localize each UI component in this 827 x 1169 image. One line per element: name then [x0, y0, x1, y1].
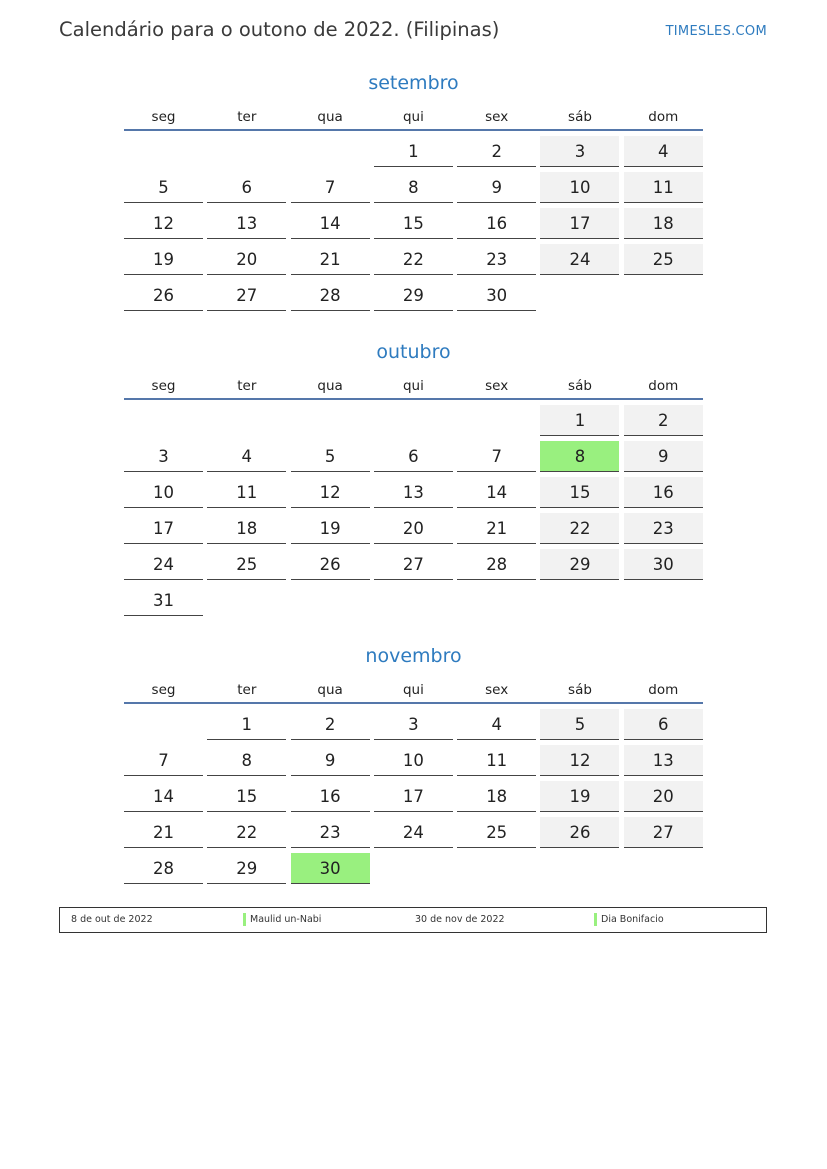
- day-cell: 17: [540, 208, 619, 239]
- day-cell: 15: [540, 477, 619, 508]
- day-cell: 17: [374, 781, 453, 812]
- weekday-label: qui: [402, 109, 424, 125]
- day-cell: 12: [291, 477, 370, 508]
- day-cell: 2: [291, 709, 370, 740]
- day-cell: 20: [624, 781, 703, 812]
- weekday-label: seg: [151, 682, 176, 698]
- day-cell: 16: [624, 477, 703, 508]
- day-cell: 14: [457, 477, 536, 508]
- holiday-legend: [59, 907, 767, 933]
- day-cell: 10: [124, 477, 203, 508]
- day-cell: 29: [207, 853, 286, 884]
- day-cell: 26: [124, 280, 203, 311]
- empty-cell: [291, 136, 370, 167]
- weekday-label: sex: [485, 109, 509, 125]
- empty-cell: [207, 136, 286, 167]
- day-cell: 27: [374, 549, 453, 580]
- day-cell: 9: [457, 172, 536, 203]
- day-cell: 11: [624, 172, 703, 203]
- day-cell: 27: [207, 280, 286, 311]
- month-title: outubro: [376, 341, 451, 363]
- day-cell: 14: [124, 781, 203, 812]
- holiday-day-cell: 30: [291, 853, 370, 884]
- empty-cell: [374, 405, 453, 436]
- legend-date: 30 de nov de 2022: [415, 914, 505, 925]
- weekday-label: ter: [237, 109, 257, 125]
- day-cell: 30: [624, 549, 703, 580]
- month-october: [124, 339, 703, 616]
- weekday-label: sáb: [568, 378, 592, 394]
- day-cell: 26: [540, 817, 619, 848]
- day-cell: 30: [457, 280, 536, 311]
- weekday-label: dom: [648, 682, 679, 698]
- day-cell: 8: [207, 745, 286, 776]
- day-cell: 1: [540, 405, 619, 436]
- weekday-label: dom: [648, 109, 679, 125]
- day-cell: 25: [457, 817, 536, 848]
- day-cell: 3: [540, 136, 619, 167]
- day-cell: 25: [624, 244, 703, 275]
- legend-date: 8 de out de 2022: [71, 914, 153, 925]
- day-cell: 17: [124, 513, 203, 544]
- day-cell: 11: [207, 477, 286, 508]
- day-cell: 7: [291, 172, 370, 203]
- weekday-label: sex: [485, 682, 509, 698]
- day-grid: [124, 709, 703, 884]
- weekday-label: qua: [317, 378, 343, 394]
- day-cell: 12: [540, 745, 619, 776]
- day-cell: 31: [124, 585, 203, 616]
- day-cell: 13: [374, 477, 453, 508]
- day-grid: [124, 405, 703, 616]
- weekday-label: seg: [151, 378, 176, 394]
- day-cell: 7: [457, 441, 536, 472]
- day-cell: 3: [374, 709, 453, 740]
- day-cell: 10: [540, 172, 619, 203]
- holiday-day-cell: 8: [540, 441, 619, 472]
- day-cell: 24: [124, 549, 203, 580]
- day-cell: 29: [540, 549, 619, 580]
- day-cell: 21: [291, 244, 370, 275]
- day-cell: 25: [207, 549, 286, 580]
- empty-cell: [124, 709, 203, 740]
- empty-cell: [207, 405, 286, 436]
- weekday-header: [124, 374, 703, 400]
- day-cell: 22: [374, 244, 453, 275]
- day-cell: 4: [624, 136, 703, 167]
- day-cell: 29: [374, 280, 453, 311]
- day-cell: 4: [457, 709, 536, 740]
- day-cell: 16: [457, 208, 536, 239]
- day-cell: 1: [207, 709, 286, 740]
- day-cell: 9: [291, 745, 370, 776]
- day-cell: 26: [291, 549, 370, 580]
- day-grid: [124, 136, 703, 311]
- empty-cell: [124, 405, 203, 436]
- day-cell: 7: [124, 745, 203, 776]
- day-cell: 19: [124, 244, 203, 275]
- month-title: setembro: [368, 72, 459, 94]
- empty-cell: [457, 405, 536, 436]
- day-cell: 4: [207, 441, 286, 472]
- empty-cell: [124, 136, 203, 167]
- page-title: Calendário para o outono de 2022. (Filipinas): [59, 18, 500, 41]
- weekday-header: [124, 678, 703, 704]
- brand-link[interactable]: TIMESLES.COM: [665, 24, 767, 39]
- day-cell: 22: [207, 817, 286, 848]
- weekday-label: seg: [151, 109, 176, 125]
- day-cell: 5: [124, 172, 203, 203]
- day-cell: 21: [124, 817, 203, 848]
- day-cell: 3: [124, 441, 203, 472]
- day-cell: 18: [457, 781, 536, 812]
- day-cell: 18: [624, 208, 703, 239]
- weekday-header: [124, 105, 703, 131]
- day-cell: 27: [624, 817, 703, 848]
- day-cell: 1: [374, 136, 453, 167]
- day-cell: 24: [374, 817, 453, 848]
- weekday-label: sáb: [568, 682, 592, 698]
- day-cell: 6: [624, 709, 703, 740]
- day-cell: 2: [624, 405, 703, 436]
- day-cell: 21: [457, 513, 536, 544]
- day-cell: 28: [124, 853, 203, 884]
- day-cell: 10: [374, 745, 453, 776]
- month-november: [124, 643, 703, 884]
- day-cell: 15: [374, 208, 453, 239]
- day-cell: 22: [540, 513, 619, 544]
- day-cell: 6: [374, 441, 453, 472]
- weekday-label: qua: [317, 682, 343, 698]
- day-cell: 11: [457, 745, 536, 776]
- day-cell: 19: [291, 513, 370, 544]
- weekday-label: qui: [402, 378, 424, 394]
- day-cell: 23: [291, 817, 370, 848]
- weekday-label: qua: [317, 109, 343, 125]
- day-cell: 23: [624, 513, 703, 544]
- weekday-label: ter: [237, 682, 257, 698]
- day-cell: 20: [374, 513, 453, 544]
- day-cell: 5: [291, 441, 370, 472]
- day-cell: 6: [207, 172, 286, 203]
- legend-holiday-name: Dia Bonifacio: [594, 914, 664, 925]
- empty-cell: [291, 405, 370, 436]
- day-cell: 12: [124, 208, 203, 239]
- day-cell: 13: [207, 208, 286, 239]
- day-cell: 13: [624, 745, 703, 776]
- day-cell: 16: [291, 781, 370, 812]
- day-cell: 19: [540, 781, 619, 812]
- month-september: [124, 70, 703, 311]
- day-cell: 18: [207, 513, 286, 544]
- day-cell: 14: [291, 208, 370, 239]
- day-cell: 23: [457, 244, 536, 275]
- day-cell: 28: [291, 280, 370, 311]
- day-cell: 15: [207, 781, 286, 812]
- weekday-label: sáb: [568, 109, 592, 125]
- day-cell: 8: [374, 172, 453, 203]
- weekday-label: qui: [402, 682, 424, 698]
- weekday-label: sex: [485, 378, 509, 394]
- day-cell: 2: [457, 136, 536, 167]
- weekday-label: dom: [648, 378, 679, 394]
- legend-holiday-name: Maulid un-Nabi: [243, 914, 321, 925]
- day-cell: 9: [624, 441, 703, 472]
- day-cell: 20: [207, 244, 286, 275]
- day-cell: 24: [540, 244, 619, 275]
- weekday-label: ter: [237, 378, 257, 394]
- day-cell: 28: [457, 549, 536, 580]
- day-cell: 5: [540, 709, 619, 740]
- month-title: novembro: [365, 645, 462, 667]
